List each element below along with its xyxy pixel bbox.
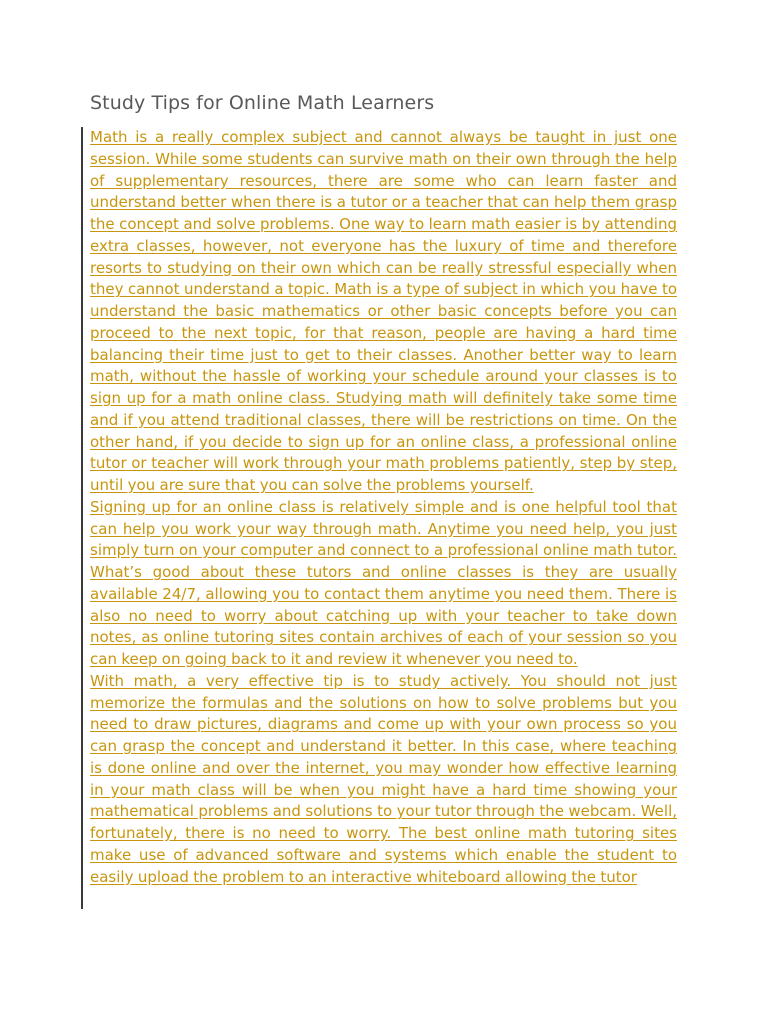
document-body (90, 127, 677, 910)
paragraph-2: Signing up for an online class is relatively simple and is one helpful tool that can help you work your way through math. Anytime you need help, you just simply turn on your computer and connect to a professional online math tutor. What’s good about these tutors and online classes is they are usually available 24/7, allowing you to contact them anytime you need them. There is also no need to worry about catching up with your teacher to take down notes, as online tutoring sites contain archives of each of your session so you can keep on going back to it and review it whenever you need to. (90, 497, 677, 668)
paragraph-3: With math, a very effective tip is to study actively. You should not just memorize the formulas and the solutions on how to solve problems but you need to draw pictures, diagrams and come up with your own process so you can grasp the concept and understand it better. In this case, where teaching is done online and over the internet, you may wonder how effective learning in your math class will be when you might have a hard time showing your mathematical problems and solutions to your tutor through the webcam. Well, fortunately, there is no need to worry. The best online math tutoring sites make use of advanced software and systems which enable the student to easily upload the problem to an interactive whiteboard allowing the tutor (90, 671, 677, 886)
page-title: Study Tips for Online Math Learners (90, 92, 435, 114)
revision-change-bar (81, 127, 83, 909)
paragraph-1: Math is a really complex subject and cannot always be taught in just one session. While some students can survive math on their own through the help of supplementary resources, there are some who can learn faster and understand better when there is a tutor or a teacher that can help them grasp the concept and solve problems. One way to learn math easier is by attending extra classes, however, not everyone has the luxury of time and therefore resorts to studying on their own which can be really stressful especially when they cannot understand a topic. Math is a type of subject in which you have to understand the basic mathematics or other basic concepts before you can proceed to the next topic, for that reason, people are having a hard time balancing their time just to get to their classes. Another better way to learn math, without the hassle of working your schedule around your classes is to sign up for a math online class. Studying math will definitely take some time and if you attend traditional classes, there will be restrictions on time. On the other hand, if you decide to sign up for an online class, a professional online tutor or teacher will work through your math problems patiently, step by step, until you are sure that you can solve the problems yourself. (90, 128, 677, 494)
